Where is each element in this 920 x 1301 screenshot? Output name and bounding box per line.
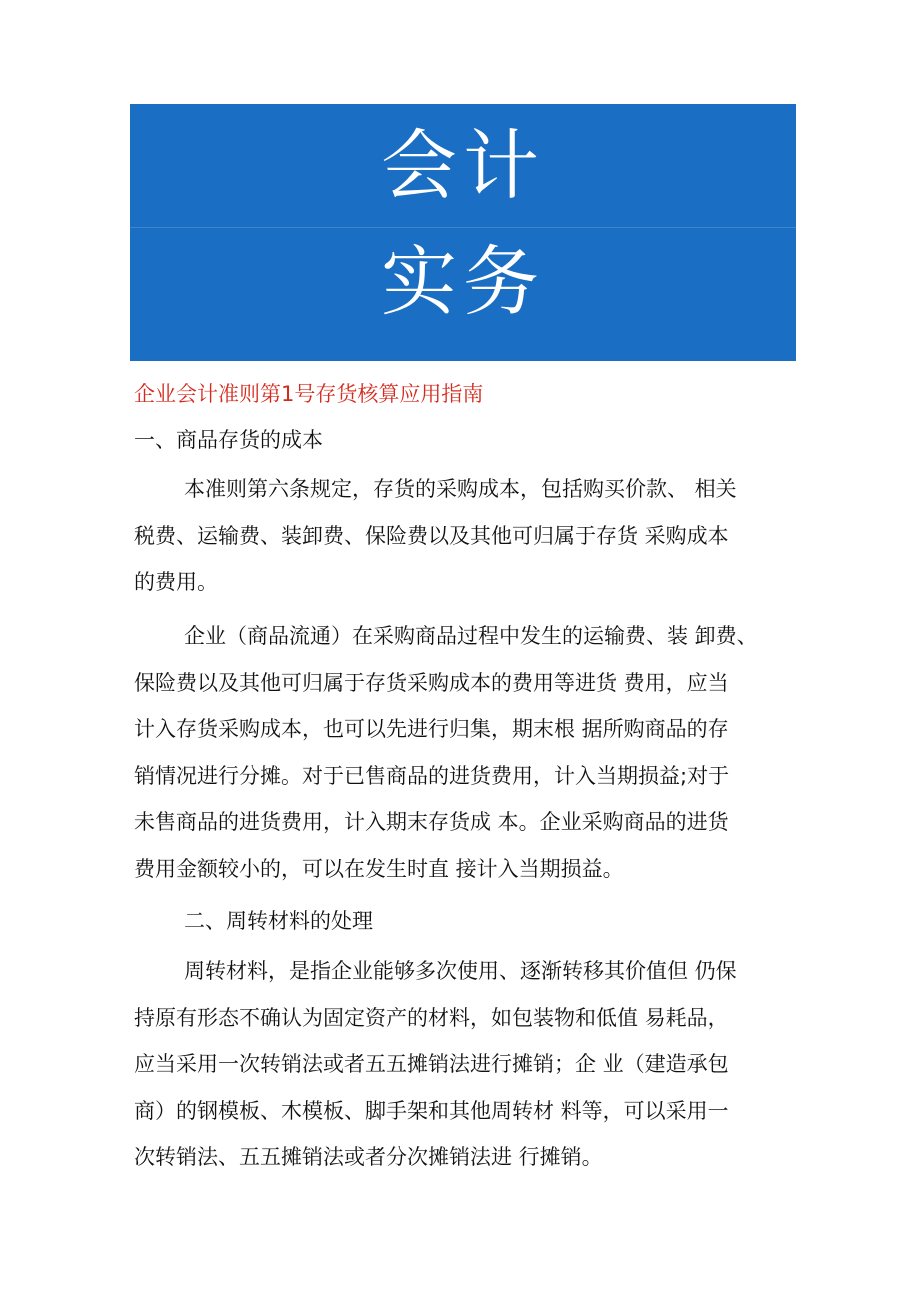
paragraph-line: 周转材料，是指企业能够多次使用、逐渐转移其价值但 仍保 [184, 959, 737, 983]
banner-title-line-2: 实务 [381, 237, 545, 326]
document-title: 企业会计准则第1号存货核算应用指南 [134, 382, 484, 406]
paragraph-line: 企业（商品流通）在采购商品过程中发生的运输费、装 卸费、 [184, 624, 758, 648]
paragraph-line: 次转销法、五五摊销法或者分次摊销法进 行摊销。 [134, 1145, 603, 1169]
paragraph-line: 应当采用一次转销法或者五五摊销法进行摊销；企 业（建造承包 [134, 1052, 729, 1076]
section-heading-1: 一、商品存货的成本 [134, 428, 323, 452]
paragraph-line: 销情况进行分摊。对于已售商品的进货费用，计入当期损益;对于 [134, 763, 730, 788]
paragraph-line: 费用金额较小的，可以在发生时直 接计入当期损益。 [134, 856, 624, 881]
paragraph-line: 持原有形态不确认为固定资产的材料，如包装物和低值 易耗品， [134, 1005, 729, 1030]
paragraph-cost-definition [134, 466, 794, 606]
paragraph-line: 保险费以及其他可归属于存货采购成本的费用等进货 费用，应当 [134, 670, 729, 695]
paragraph-line: 本准则第六条规定，存货的采购成本，包括购买价款、 相关 [184, 477, 737, 501]
paragraph-line: 税费、运输费、装卸费、保险费以及其他可归属于存货 采购成本 [134, 523, 729, 548]
title-banner [130, 104, 796, 361]
banner-divider [130, 227, 796, 228]
paragraph-line: 计入存货采购成本，也可以先进行归集，期末根 据所购商品的存 [134, 717, 729, 741]
paragraph-line: 未售商品的进货费用，计入期末存货成 本。企业采购商品的进货 [134, 810, 729, 834]
section-heading-2: 二、周转材料的处理 [184, 909, 373, 933]
paragraph-line: 的费用。 [134, 570, 218, 594]
paragraph-turnover-materials [134, 948, 794, 1181]
banner-title-line-1: 会计 [381, 121, 545, 210]
paragraph-line: 商）的钢模板、木模板、脚手架和其他周转材 料等，可以采用一 [134, 1098, 729, 1123]
paragraph-purchase-expenses [134, 613, 794, 892]
